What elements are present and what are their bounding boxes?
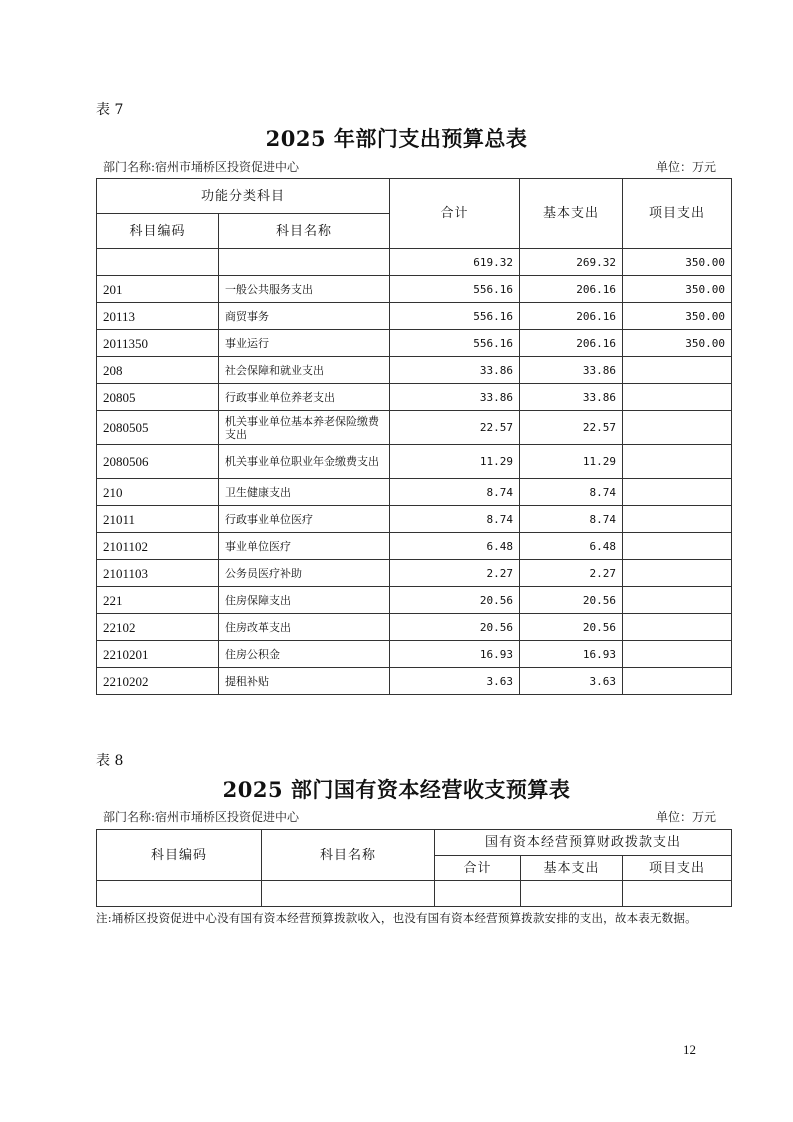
cell-basic: 8.74 — [520, 506, 623, 533]
table-row — [97, 303, 732, 330]
cell-total: 33.86 — [390, 357, 520, 384]
table-row — [97, 249, 732, 276]
cell-project — [623, 641, 732, 668]
cell-name: 提租补贴 — [219, 668, 390, 695]
cell-code: 2210201 — [97, 641, 219, 668]
cell-code: 221 — [97, 587, 219, 614]
table-row — [97, 479, 732, 506]
cell-total: 8.74 — [390, 506, 520, 533]
cell-code: 2210202 — [97, 668, 219, 695]
cell-project — [623, 479, 732, 506]
cell-code: 2101103 — [97, 560, 219, 587]
table-row — [97, 560, 732, 587]
cell-basic: 22.57 — [520, 411, 623, 445]
cell-project — [623, 560, 732, 587]
table-row — [97, 276, 732, 303]
cell-total: 556.16 — [390, 276, 520, 303]
table8-state-capital-budget — [96, 829, 732, 907]
cell-project: 350.00 — [623, 276, 732, 303]
cell-total: 22.57 — [390, 411, 520, 445]
cell-name: 卫生健康支出 — [219, 479, 390, 506]
cell-name: 社会保障和就业支出 — [219, 357, 390, 384]
cell-code: 22102 — [97, 614, 219, 641]
cell-code: 20805 — [97, 384, 219, 411]
cell-name: 事业运行 — [219, 330, 390, 357]
cell-name: 公务员医疗补助 — [219, 560, 390, 587]
cell-basic: 33.86 — [520, 357, 623, 384]
cell-basic: 3.63 — [520, 668, 623, 695]
header-function-category: 功能分类科目 — [97, 179, 390, 214]
cell-basic: 206.16 — [520, 276, 623, 303]
cell-basic: 16.93 — [520, 641, 623, 668]
header-project: 项目支出 — [623, 179, 732, 249]
cell-code — [97, 249, 219, 276]
cell-name: 商贸事务 — [219, 303, 390, 330]
cell-total: 556.16 — [390, 303, 520, 330]
cell-total: 3.63 — [390, 668, 520, 695]
cell-total — [435, 881, 521, 907]
table7-title: 2025 年部门支出预算总表 — [265, 126, 528, 151]
header-code: 科目编码 — [97, 214, 219, 249]
table-row — [97, 384, 732, 411]
table-row — [97, 668, 732, 695]
table8-unit: 单位：万元 — [656, 810, 717, 824]
table-row — [97, 506, 732, 533]
cell-basic: 206.16 — [520, 303, 623, 330]
cell-basic: 206.16 — [520, 330, 623, 357]
cell-name — [262, 881, 435, 907]
table8-label: 表 8 — [96, 753, 124, 769]
cell-project — [623, 533, 732, 560]
header-name: 科目名称 — [262, 830, 435, 881]
header-total: 合计 — [390, 179, 520, 249]
header-total: 合计 — [435, 856, 521, 881]
cell-total: 2.27 — [390, 560, 520, 587]
page-number: 12 — [683, 1042, 696, 1057]
table8-dept-name: 部门名称:宿州市埇桥区投资促进中心 — [103, 810, 300, 824]
cell-project: 350.00 — [623, 249, 732, 276]
cell-name: 行政事业单位医疗 — [219, 506, 390, 533]
cell-code: 2101102 — [97, 533, 219, 560]
cell-code: 208 — [97, 357, 219, 384]
cell-project — [623, 587, 732, 614]
cell-basic: 20.56 — [520, 587, 623, 614]
cell-basic: 8.74 — [520, 479, 623, 506]
cell-total: 11.29 — [390, 445, 520, 479]
cell-total: 33.86 — [390, 384, 520, 411]
cell-project — [623, 357, 732, 384]
cell-name: 机关事业单位基本养老保险缴费支出 — [219, 411, 390, 445]
table7-label: 表 7 — [96, 102, 124, 118]
table-row — [97, 587, 732, 614]
cell-project — [623, 411, 732, 445]
cell-name: 行政事业单位养老支出 — [219, 384, 390, 411]
cell-total: 20.56 — [390, 587, 520, 614]
cell-basic: 6.48 — [520, 533, 623, 560]
cell-name — [219, 249, 390, 276]
table-row — [97, 330, 732, 357]
cell-total: 6.48 — [390, 533, 520, 560]
cell-project — [623, 614, 732, 641]
cell-name: 住房保障支出 — [219, 587, 390, 614]
table7-unit: 单位：万元 — [656, 160, 717, 174]
table8-note: 注:埇桥区投资促进中心没有国有资本经营预算拨款收入，也没有国有资本经营预算拨款安排的支出，故本表无数据。 — [96, 911, 697, 925]
cell-basic: 33.86 — [520, 384, 623, 411]
cell-project — [623, 445, 732, 479]
cell-basic: 20.56 — [520, 614, 623, 641]
cell-code — [97, 881, 262, 907]
table-row — [97, 533, 732, 560]
cell-basic — [521, 881, 623, 907]
cell-name: 住房改革支出 — [219, 614, 390, 641]
table-row — [97, 614, 732, 641]
header-state-capital-expenditure: 国有资本经营预算财政拨款支出 — [435, 830, 732, 856]
cell-code: 21011 — [97, 506, 219, 533]
cell-total: 8.74 — [390, 479, 520, 506]
cell-code: 2011350 — [97, 330, 219, 357]
cell-basic: 11.29 — [520, 445, 623, 479]
table-row — [97, 445, 732, 479]
cell-project — [623, 668, 732, 695]
cell-total: 20.56 — [390, 614, 520, 641]
table8-title: 2025 部门国有资本经营收支预算表 — [222, 777, 571, 802]
cell-basic: 2.27 — [520, 560, 623, 587]
cell-project: 350.00 — [623, 303, 732, 330]
cell-name: 一般公共服务支出 — [219, 276, 390, 303]
cell-name: 机关事业单位职业年金缴费支出 — [219, 445, 390, 479]
cell-code: 2080506 — [97, 445, 219, 479]
cell-project — [623, 881, 732, 907]
cell-project — [623, 384, 732, 411]
cell-total: 16.93 — [390, 641, 520, 668]
cell-name: 事业单位医疗 — [219, 533, 390, 560]
table-row — [97, 881, 732, 907]
cell-basic: 269.32 — [520, 249, 623, 276]
cell-total: 556.16 — [390, 330, 520, 357]
cell-name: 住房公积金 — [219, 641, 390, 668]
header-name: 科目名称 — [219, 214, 390, 249]
cell-project — [623, 506, 732, 533]
header-basic: 基本支出 — [521, 856, 623, 881]
table-row — [97, 641, 732, 668]
header-project: 项目支出 — [623, 856, 732, 881]
table7-expenditure-budget — [96, 178, 732, 695]
table7-dept-name: 部门名称:宿州市埇桥区投资促进中心 — [103, 160, 300, 174]
cell-total: 619.32 — [390, 249, 520, 276]
cell-code: 210 — [97, 479, 219, 506]
cell-project: 350.00 — [623, 330, 732, 357]
header-code: 科目编码 — [97, 830, 262, 881]
header-basic: 基本支出 — [520, 179, 623, 249]
table-row — [97, 411, 732, 445]
table-row — [97, 357, 732, 384]
cell-code: 2080505 — [97, 411, 219, 445]
cell-code: 201 — [97, 276, 219, 303]
cell-code: 20113 — [97, 303, 219, 330]
